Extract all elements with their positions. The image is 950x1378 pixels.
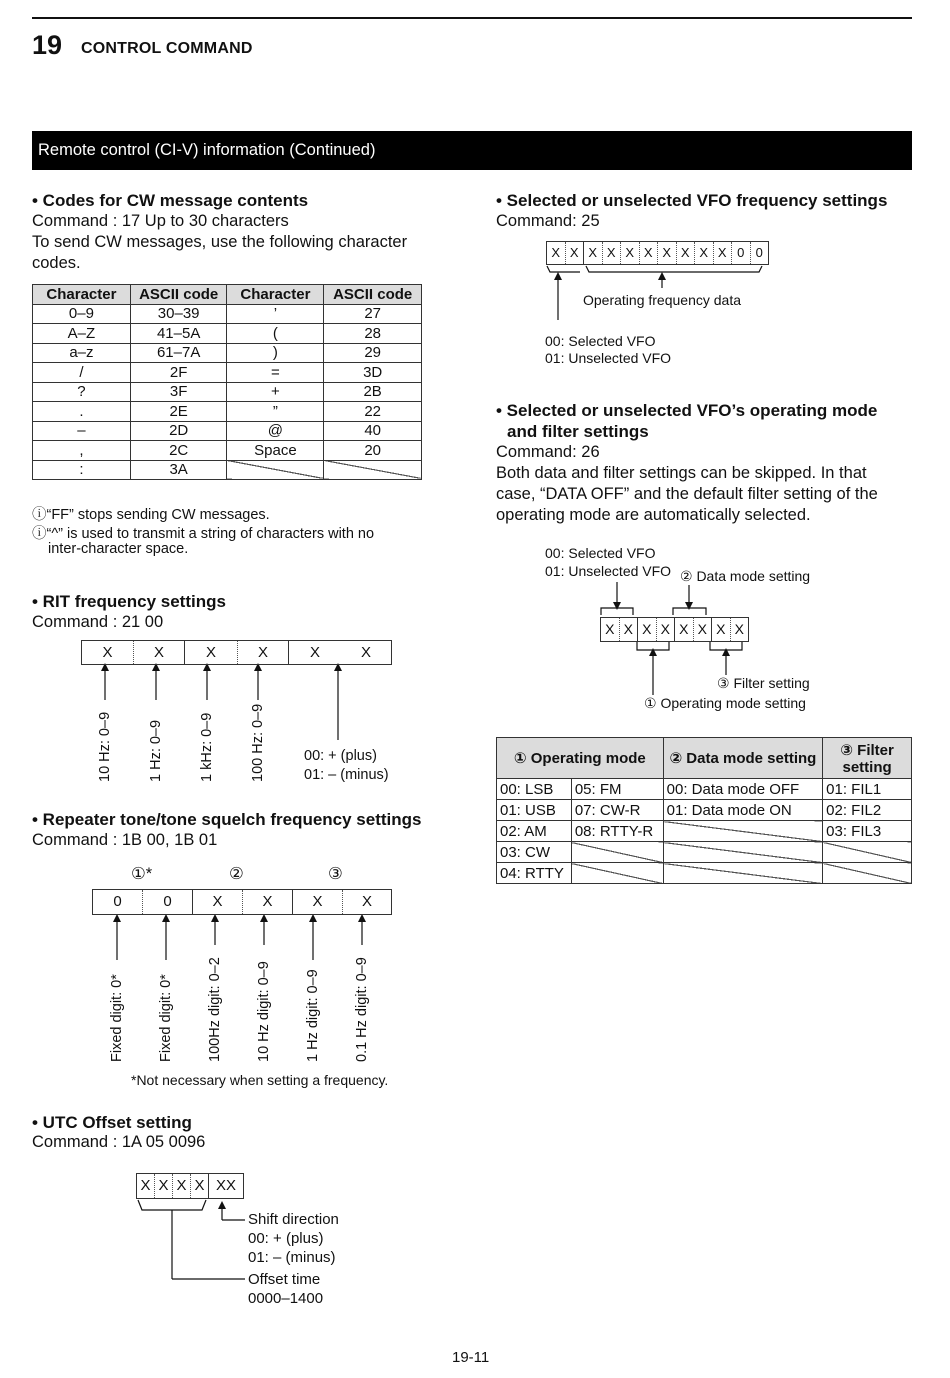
- cw-table-cell: [227, 460, 324, 480]
- cw-table-cell: 28: [324, 324, 422, 344]
- cw-table-header: Character: [33, 285, 131, 305]
- vfo-mode-desc-2: case, “DATA OFF” and the default filter setting of the: [496, 485, 878, 503]
- vfo-freq-box: X: [676, 242, 695, 264]
- vfo-freq-unselected: 01: Unselected VFO: [545, 350, 672, 366]
- vfo-table-cell: 01: Data mode ON: [663, 800, 823, 821]
- rit-box: X: [184, 641, 237, 664]
- rit-box: X: [288, 641, 341, 664]
- vfo-table-cell: [823, 842, 912, 863]
- vfo-freq-digit-boxes: [546, 241, 769, 265]
- vfo-table-cell: 01: USB: [497, 800, 572, 821]
- cw-table-cell: A–Z: [33, 324, 131, 344]
- info-icon: ⓘ: [32, 526, 47, 542]
- vfo-table-header-op: ① Operating mode: [497, 738, 664, 779]
- vfo-mode-box: X: [605, 621, 615, 637]
- rit-sign-minus: 01: – (minus): [304, 767, 389, 783]
- vfo-mode-filter-label: ③ Filter setting: [717, 675, 810, 691]
- vfo-table-cell: 00: LSB: [497, 779, 572, 800]
- rit-box: X: [102, 644, 113, 661]
- vfo-table-cell: [663, 821, 823, 842]
- vfo-mode-box: X: [637, 618, 656, 641]
- cw-table-cell: ): [227, 343, 324, 363]
- cw-note-3: inter-character space.: [48, 541, 189, 557]
- vfo-table-cell: 04: RTTY: [497, 863, 572, 884]
- cw-table-cell: 2F: [130, 363, 227, 383]
- cw-table-row: [33, 304, 422, 324]
- utc-heading: • UTC Offset setting: [32, 1113, 192, 1132]
- vfo-table-cell: 02: AM: [497, 821, 572, 842]
- vfo-freq-box: X: [551, 245, 561, 260]
- cw-table-cell: /: [33, 363, 131, 383]
- tone-box: X: [342, 890, 391, 914]
- vfo-mode-command: Command: 26: [496, 443, 600, 461]
- cw-table-cell: ”: [227, 402, 324, 422]
- utc-box: X: [154, 1174, 172, 1198]
- tone-marker-2: ②: [229, 865, 244, 883]
- vfo-mode-heading-2: and filter settings: [507, 422, 649, 441]
- vfo-freq-box: X: [620, 242, 639, 264]
- tone-digit-boxes: [92, 889, 392, 915]
- tone-marker-3: ③: [328, 865, 343, 883]
- cw-table-cell: (: [227, 324, 324, 344]
- cw-table-header: Character: [227, 285, 324, 305]
- vfo-freq-command: Command: 25: [496, 212, 600, 230]
- rit-box: X: [133, 641, 184, 664]
- cw-table-cell: 29: [324, 343, 422, 363]
- cw-table-cell: 40: [324, 421, 422, 441]
- rit-heading: • RIT frequency settings: [32, 592, 226, 611]
- cw-table-row: [33, 324, 422, 344]
- vfo-table-cell: 05: FM: [571, 779, 663, 800]
- rit-sign-plus: 00: + (plus): [304, 748, 377, 764]
- utc-shift-label: Shift direction: [248, 1211, 339, 1228]
- vfo-freq-box: X: [583, 242, 602, 264]
- utc-offset-range: 0000–1400: [248, 1290, 324, 1307]
- cw-table-cell: 3A: [130, 460, 227, 480]
- info-icon: ⓘ: [32, 507, 47, 523]
- vfo-mode-box: X: [711, 618, 730, 641]
- section-banner-text: Remote control (CI-V) information (Continued): [38, 141, 376, 159]
- utc-offset-label: Offset time: [248, 1271, 321, 1288]
- tone-marker-1: ①*: [131, 865, 153, 883]
- cw-table-cell: :: [33, 460, 131, 480]
- cw-table-cell: ’: [227, 304, 324, 324]
- cw-command: Command : 17 Up to 30 characters: [32, 212, 289, 230]
- cw-table-cell: 20: [324, 441, 422, 461]
- vfo-freq-box: X: [694, 242, 713, 264]
- vfo-freq-heading: • Selected or unselected VFO frequency settings: [496, 191, 888, 210]
- cw-table-cell: 3D: [324, 363, 422, 383]
- cw-table-cell: 41–5A: [130, 324, 227, 344]
- vfo-mode-unselected: 01: Unselected VFO: [545, 563, 672, 579]
- utc-shift-plus: 00: + (plus): [248, 1230, 324, 1247]
- chapter-number: 19: [32, 30, 63, 60]
- rit-command: Command : 21 00: [32, 613, 164, 631]
- utc-box: X: [140, 1177, 151, 1194]
- vfo-freq-box: X: [657, 242, 676, 264]
- vfo-table-cell: [571, 863, 663, 884]
- vfo-freq-box: X: [639, 242, 658, 264]
- cw-table-header: ASCII code: [324, 285, 422, 305]
- vfo-mode-op-label: ① Operating mode setting: [644, 695, 806, 711]
- vfo-mode-data-label: ② Data mode setting: [680, 568, 811, 584]
- cw-table-cell: .: [33, 402, 131, 422]
- chapter-title: CONTROL COMMAND: [81, 40, 253, 57]
- vfo-table-cell: 01: FIL1: [823, 779, 912, 800]
- vfo-table-header-data: ② Data mode setting: [663, 738, 823, 779]
- vfo-table-cell: 07: CW-R: [571, 800, 663, 821]
- cw-table-cell: a–z: [33, 343, 131, 363]
- cw-table-cell: 27: [324, 304, 422, 324]
- tone-box: 0: [142, 890, 192, 914]
- cw-note-2: ⓘ“^” is used to transmit a string of characters with no: [32, 526, 375, 542]
- cw-desc-line-2: codes.: [32, 254, 81, 272]
- vfo-table-cell: 03: FIL3: [823, 821, 912, 842]
- tone-label-fixed-2: Fixed digit: 0*: [158, 974, 174, 1062]
- vfo-table-cell: [663, 842, 823, 863]
- utc-box: X: [172, 1174, 190, 1198]
- vfo-table-row: [497, 821, 912, 842]
- cw-table-cell: 2D: [130, 421, 227, 441]
- utc-command: Command : 1A 05 0096: [32, 1133, 206, 1151]
- vfo-table-cell: [571, 842, 663, 863]
- cw-heading: • Codes for CW message contents: [32, 191, 309, 210]
- utc-shift-minus: 01: – (minus): [248, 1249, 336, 1266]
- cw-table-cell: [324, 460, 422, 480]
- vfo-mode-selected: 00: Selected VFO: [545, 545, 656, 561]
- cw-desc-line-1: To send CW messages, use the following character: [32, 233, 408, 251]
- vfo-freq-box: X: [602, 242, 621, 264]
- tone-box: X: [242, 890, 292, 914]
- cw-table-row: [33, 343, 422, 363]
- vfo-mode-desc-3: operating mode are automatically selected.: [496, 506, 811, 524]
- tone-label-01hz: 0.1 Hz digit: 0–9: [354, 957, 370, 1062]
- tone-label-10hz: 10 Hz digit: 0–9: [256, 961, 272, 1062]
- vfo-table-header-filter: ③ Filter setting: [823, 738, 912, 779]
- rit-label-100hz: 100 Hz: 0–9: [250, 703, 266, 782]
- vfo-freq-box: X: [565, 242, 584, 264]
- cw-table-row: [33, 441, 422, 461]
- cw-table-cell: 30–39: [130, 304, 227, 324]
- vfo-mode-box: X: [730, 618, 749, 641]
- vfo-table-cell: 03: CW: [497, 842, 572, 863]
- vfo-freq-box: 0: [731, 242, 750, 264]
- tone-heading: • Repeater tone/tone squelch frequency settings: [32, 810, 422, 829]
- cw-table-cell: –: [33, 421, 131, 441]
- cw-table-cell: 3F: [130, 382, 227, 402]
- cw-table-cell: @: [227, 421, 324, 441]
- cw-table-header: ASCII code: [130, 285, 227, 305]
- vfo-table-cell: 02: FIL2: [823, 800, 912, 821]
- cw-table-row: [33, 382, 422, 402]
- cw-table-cell: +: [227, 382, 324, 402]
- cw-table-cell: 2E: [130, 402, 227, 422]
- vfo-mode-box: X: [693, 618, 712, 641]
- cw-table-cell: 61–7A: [130, 343, 227, 363]
- vfo-freq-box: 0: [750, 242, 769, 264]
- vfo-mode-box: X: [656, 618, 675, 641]
- cw-table-cell: 0–9: [33, 304, 131, 324]
- page-number: 19-11: [452, 1349, 490, 1366]
- rit-box: X: [360, 644, 371, 661]
- rit-label-10hz: 10 Hz: 0–9: [97, 711, 113, 782]
- vfo-table-row: [497, 779, 912, 800]
- cw-table-cell: =: [227, 363, 324, 383]
- tone-label-100hz: 100Hz digit: 0–2: [207, 957, 223, 1062]
- utc-box: X: [190, 1174, 208, 1198]
- vfo-table-row: [497, 842, 912, 863]
- cw-table-cell: ?: [33, 382, 131, 402]
- tone-label-fixed-1: Fixed digit: 0*: [109, 974, 125, 1062]
- rit-digit-boxes: [81, 640, 392, 665]
- tone-box: X: [192, 890, 242, 914]
- vfo-table-cell: 08: RTTY-R: [571, 821, 663, 842]
- cw-table-cell: 22: [324, 402, 422, 422]
- cw-table-row: [33, 402, 422, 422]
- vfo-mode-box: X: [674, 618, 693, 641]
- cw-table-row: [33, 421, 422, 441]
- cw-note-1: ⓘ“FF” stops sending CW messages.: [32, 507, 270, 523]
- rit-label-1hz: 1 Hz: 0–9: [148, 719, 164, 782]
- vfo-table-row: [497, 863, 912, 884]
- vfo-mode-digit-boxes: [600, 617, 749, 642]
- utc-box: XX: [208, 1174, 243, 1198]
- tone-box: X: [292, 890, 342, 914]
- cw-table-cell: 2C: [130, 441, 227, 461]
- vfo-freq-box: X: [713, 242, 732, 264]
- tone-footnote: *Not necessary when setting a frequency.: [131, 1072, 389, 1088]
- vfo-mode-box: X: [619, 618, 638, 641]
- tone-box: 0: [113, 893, 122, 910]
- cw-table-cell: ,: [33, 441, 131, 461]
- tone-command: Command : 1B 00, 1B 01: [32, 831, 218, 849]
- vfo-table-cell: [823, 863, 912, 884]
- tone-label-1hz: 1 Hz digit: 0–9: [305, 969, 321, 1062]
- rit-box: X: [237, 641, 288, 664]
- rit-label-1khz: 1 kHz: 0–9: [199, 712, 215, 782]
- cw-table-cell: Space: [227, 441, 324, 461]
- vfo-table-row: [497, 800, 912, 821]
- cw-code-table: [32, 284, 422, 480]
- vfo-mode-table: [496, 737, 912, 884]
- cw-table-cell: 2B: [324, 382, 422, 402]
- vfo-table-cell: 00: Data mode OFF: [663, 779, 823, 800]
- vfo-freq-data-label: Operating frequency data: [583, 292, 741, 308]
- vfo-table-cell: [663, 863, 823, 884]
- vfo-mode-heading-1: • Selected or unselected VFO’s operating mode: [496, 401, 878, 420]
- utc-digit-boxes: [136, 1173, 244, 1199]
- cw-table-row: [33, 363, 422, 383]
- vfo-freq-selected: 00: Selected VFO: [545, 333, 656, 349]
- cw-table-row: [33, 460, 422, 480]
- vfo-mode-desc-1: Both data and filter settings can be skipped. In that: [496, 464, 867, 482]
